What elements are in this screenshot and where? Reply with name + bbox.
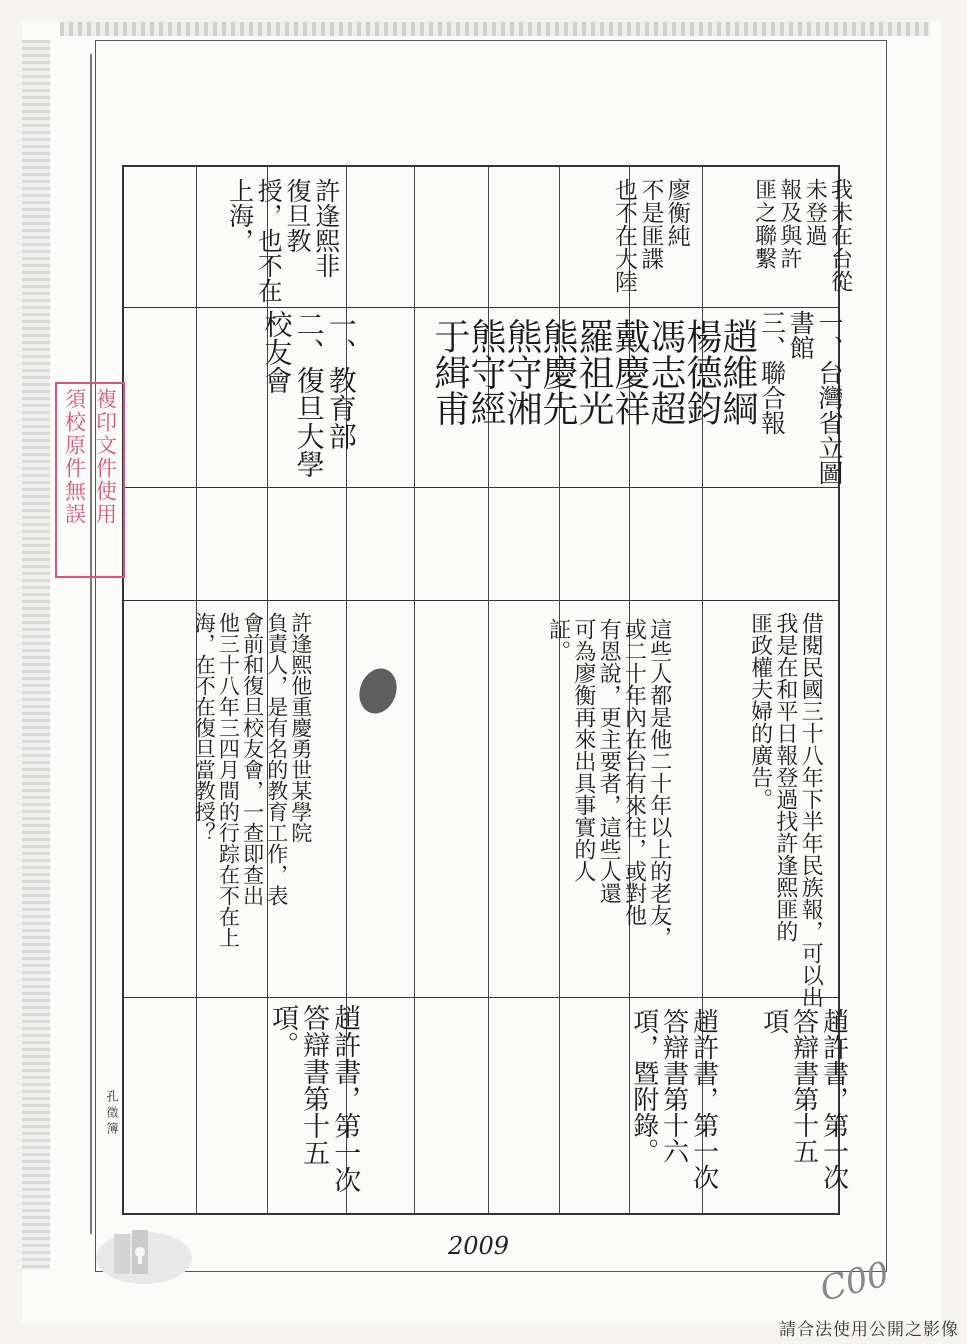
cell-evidence-source: 一、教育部 二、復旦大學 校友會 (260, 310, 358, 478)
scan-edge-left (22, 40, 50, 1270)
row-divider (124, 600, 838, 601)
cell-reference: 趙許書，第一次 答辯書第十六 項，暨附錄。 (628, 1008, 719, 1190)
cell-evidence-source: 一、台灣省立圖 書館 三、聯合報 (757, 310, 844, 485)
cell-explanation: 借閱民國三十八年下半年民族報，可以出 我是在和平日報登過找許逢熙匪的 匪政權夫婦的廣告。 (747, 612, 824, 1008)
verification-stamp: 複印文件使用 須校原件無誤 (55, 382, 125, 578)
cell-explanation: 這些人都是他二十年以上的老友， 或二十年內在台有來往，或對他 有恩說，更主要者，這些人還 可為廖衡再來出具事實的人 証。 (545, 618, 672, 948)
cell-reference: 趙許書，第一次 答辯書第十五 項。 (267, 1004, 361, 1193)
corner-mark: C00 (816, 1254, 894, 1310)
cell-reference: 趙許書，第一次 答辯書第十五 項 (758, 1008, 849, 1190)
footer-caption: 請合法使用公開之影像 (779, 1320, 959, 1340)
cell-source-note: 我未在台從 未登過 報及與許 匪之聯繫 (751, 178, 853, 293)
archive-logo-icon (92, 1218, 192, 1288)
cell-explanation: 許逢熙他重慶勇世某學院 負責人，是有名的教育工作，表 會前和復旦校友會，一查即查出 他三十八年三四月間的行踪在不在上 海，在不在復旦當教授？ (192, 612, 313, 948)
row-divider (124, 487, 838, 488)
cell-source-note: 廖衡純 不是匪諜 也不在大陸 (610, 178, 690, 293)
cell-witness-list: 趙維綱 楊德鈞 馮志超 戴慶祥 羅祖光 熊慶先 熊守湘 熊守經 于緝甫 (429, 318, 758, 426)
binding-line (90, 54, 104, 1234)
scan-edge-top (60, 22, 930, 36)
row-divider (124, 307, 838, 308)
cell-source-note: 許逢熙非 復旦教 授，也不在 上海， (225, 178, 341, 303)
page-number: 2009 (448, 1232, 510, 1260)
margin-note: 孔徵簿 (105, 1090, 119, 1138)
